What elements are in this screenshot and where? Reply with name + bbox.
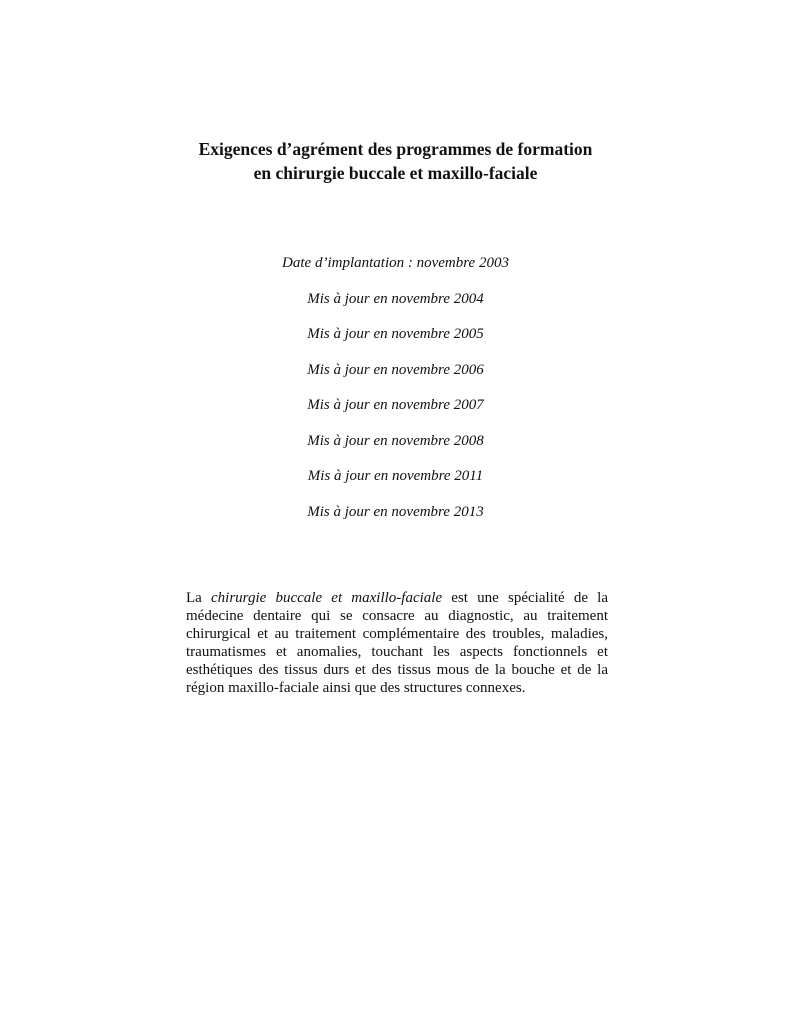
update-line: Mis à jour en novembre 2011 — [307, 468, 484, 484]
implantation-date: Date d’implantation : novembre 2003 — [282, 255, 509, 271]
specialty-name: chirurgie buccale et maxillo-faciale — [211, 590, 443, 606]
update-line: Mis à jour en novembre 2008 — [307, 432, 484, 449]
title-line-2: en chirurgie buccale et maxillo-faciale — [253, 163, 538, 183]
revision-history — [0, 254, 791, 538]
update-line: Mis à jour en novembre 2004 — [307, 290, 484, 307]
update-line: Mis à jour en novembre 2006 — [307, 361, 484, 378]
title-line-1: Exigences d’agrément des programmes de formation — [198, 139, 593, 159]
update-line: Mis à jour en novembre 2005 — [307, 326, 484, 342]
intro-body: est une spécialité de la médecine dentaire qui se consacre au diagnostic, au traitement chirurgical et au traitement complémentaire des troubles, maladies, traumatismes et anomalies, touchant les aspects fonctionnels et esthétiques des tissus durs et des tissus mous de la bouche et de la région maxillo-faciale ainsi que des structures connexes. — [186, 590, 608, 696]
specialty-definition-paragraph — [186, 589, 608, 697]
document-title — [0, 137, 791, 185]
intro-prefix: La — [186, 590, 212, 606]
update-line: Mis à jour en novembre 2013 — [307, 503, 484, 520]
update-line: Mis à jour en novembre 2007 — [307, 397, 484, 413]
